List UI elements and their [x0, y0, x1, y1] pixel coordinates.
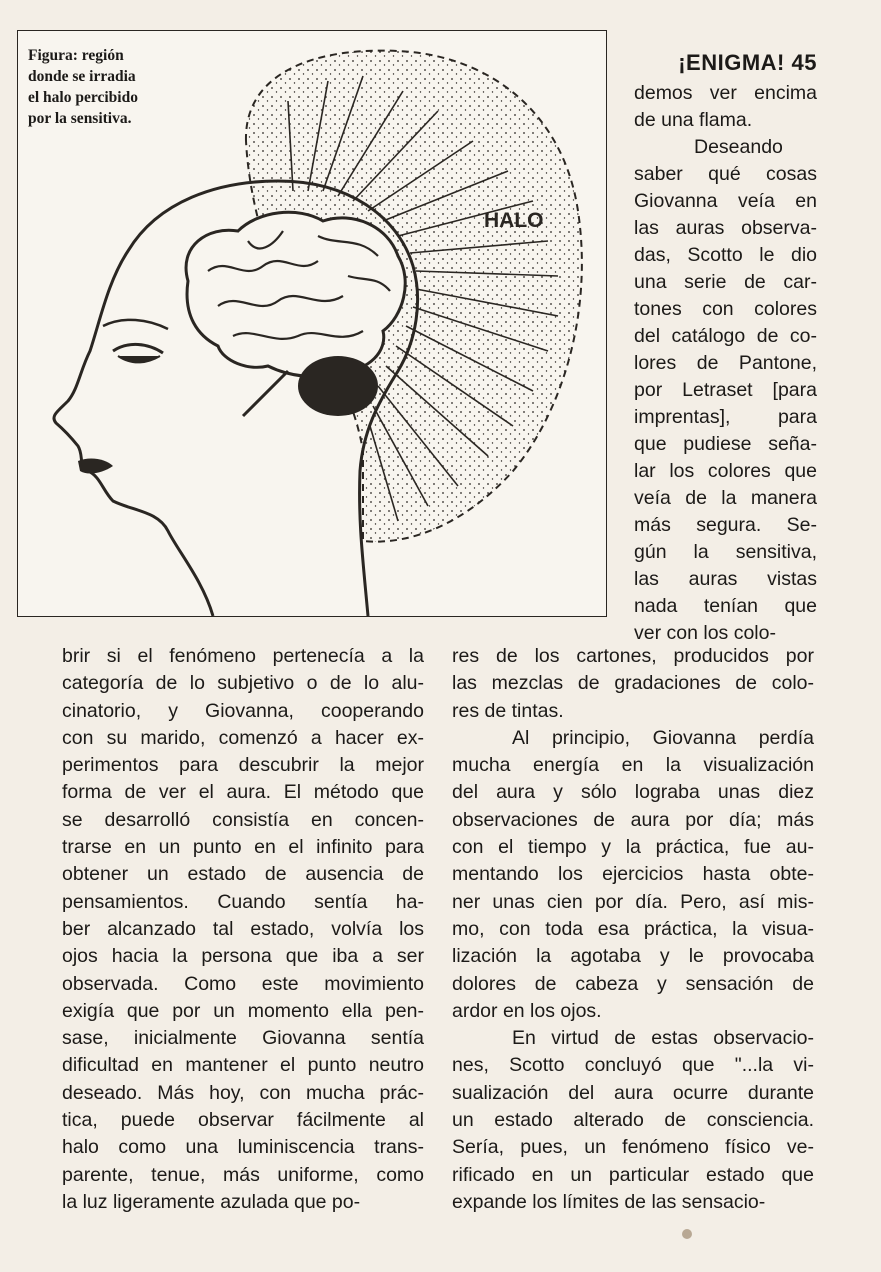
- text-line: por Letraset [para: [634, 379, 817, 401]
- text-line: lización la agotaba y le provocaba: [452, 945, 814, 968]
- text-line: observaciones de aura por día; más: [452, 808, 814, 831]
- brain: [186, 212, 405, 376]
- text-line: trarse en un punto en el infinito para: [62, 836, 424, 859]
- right-column: [452, 643, 814, 1216]
- text-line: con su marido, comenzó a hacer ex-: [62, 726, 424, 749]
- text-line: rificado en un particular estado que: [452, 1163, 814, 1186]
- halo-figure: [17, 30, 607, 617]
- text-line: la luz ligeramente azulada que po-: [62, 1190, 361, 1213]
- text-line: las mezclas de gradaciones de colo-: [452, 672, 814, 695]
- text-line: obtener un estado de ausencia de: [62, 863, 424, 886]
- text-line: una serie de car-: [634, 271, 817, 293]
- left-column: [62, 643, 424, 1216]
- text-line: ojos hacia la persona que iba a ser: [62, 945, 424, 968]
- text-line: con el tiempo y la práctica, fue au-: [452, 836, 814, 859]
- text-line: categoría de lo subjetivo o de lo alu-: [62, 672, 424, 695]
- cerebellum: [298, 356, 378, 416]
- text-line: res de los cartones, producidos por: [452, 645, 814, 667]
- page-dot: [682, 1229, 692, 1239]
- text-line: dificultad en mantener el punto neutro: [62, 1054, 424, 1077]
- text-line: mentando los ejercicios hasta obte-: [452, 863, 814, 886]
- text-line: En virtud de estas observacio-: [512, 1027, 814, 1050]
- text-line: deseado. Más hoy, con mucha prác-: [62, 1081, 424, 1104]
- text-line: brir si el fenómeno pertenecía a la: [62, 645, 424, 667]
- figure-caption: Figura: región donde se irradia el halo percibido por la sensitiva.: [28, 47, 138, 127]
- text-line: halo como una luminiscencia trans-: [62, 1136, 424, 1159]
- text-line: mo, con toda esa práctica, la visua-: [452, 917, 814, 940]
- text-line: las auras vistas: [634, 568, 817, 590]
- text-line: Giovanna veía en: [634, 190, 817, 212]
- text-line: las auras observa-: [634, 217, 817, 239]
- text-line: de una flama.: [634, 109, 753, 131]
- text-line: del catálogo de co-: [634, 325, 817, 347]
- page-header: [634, 50, 817, 76]
- text-line: res de tintas.: [452, 699, 564, 722]
- text-line: sase, inicialmente Giovanna sentía: [62, 1027, 424, 1050]
- text-line: del aura y sólo lograba unas diez: [452, 781, 814, 804]
- text-line: sualización del aura ocurre durante: [452, 1081, 814, 1104]
- text-line: Sería, pues, un fenómeno físico ve-: [452, 1136, 814, 1159]
- text-line: gún la sensitiva,: [634, 541, 817, 563]
- side-column: [634, 80, 817, 647]
- text-line: cinatorio, y Giovanna, cooperando: [62, 699, 424, 722]
- text-line: Deseando: [694, 136, 783, 158]
- eye: [113, 344, 163, 353]
- magazine-title: ¡ENIGMA!: [678, 50, 785, 75]
- text-line: se desarrolló consistía en concen-: [62, 808, 424, 831]
- text-line: observada. Como este movimiento: [62, 972, 424, 995]
- text-line: ner unas cien por día. Pero, así mis-: [452, 890, 814, 913]
- text-line: parente, tenue, más uniforme, como: [62, 1163, 424, 1186]
- text-line: perimentos para descubrir la mejor: [62, 754, 424, 777]
- halo-label: HALO: [484, 209, 544, 232]
- text-line: veía de la manera: [634, 487, 817, 509]
- text-line: tica, puede observar fácilmente al: [62, 1109, 424, 1132]
- text-line: mucha energía en la visualización: [452, 754, 814, 777]
- text-line: imprentas], para: [634, 406, 817, 428]
- text-line: ardor en los ojos.: [452, 999, 602, 1022]
- text-line: más segura. Se-: [634, 514, 817, 536]
- text-line: lar los colores que: [634, 460, 817, 482]
- text-line: lores de Pantone,: [634, 352, 817, 374]
- text-line: dolores de cabeza y sensación de: [452, 972, 814, 995]
- text-line: que pudiese seña-: [634, 433, 817, 455]
- text-line: ber alcanzado tal estado, volvía los: [62, 917, 424, 940]
- page-number: 45: [791, 50, 817, 75]
- text-line: ver con los colo-: [634, 622, 776, 644]
- text-line: Al principio, Giovanna perdía: [512, 726, 814, 749]
- text-line: nada tenían que: [634, 595, 817, 617]
- text-line: pensamientos. Cuando sentía ha-: [62, 890, 424, 913]
- text-line: expande los límites de las sensacio-: [452, 1190, 766, 1213]
- text-line: das, Scotto le dio: [634, 244, 817, 266]
- text-line: saber qué cosas: [634, 163, 817, 185]
- text-line: nes, Scotto concluyó que "...la vi-: [452, 1054, 814, 1077]
- text-line: un estado alterado de consciencia.: [452, 1109, 814, 1132]
- text-line: demos ver encima: [634, 82, 817, 104]
- text-line: tones con colores: [634, 298, 817, 320]
- lips: [78, 459, 113, 474]
- text-line: exigía que por un momento ella pen-: [62, 999, 424, 1022]
- text-line: forma de ver el aura. El método que: [62, 781, 424, 804]
